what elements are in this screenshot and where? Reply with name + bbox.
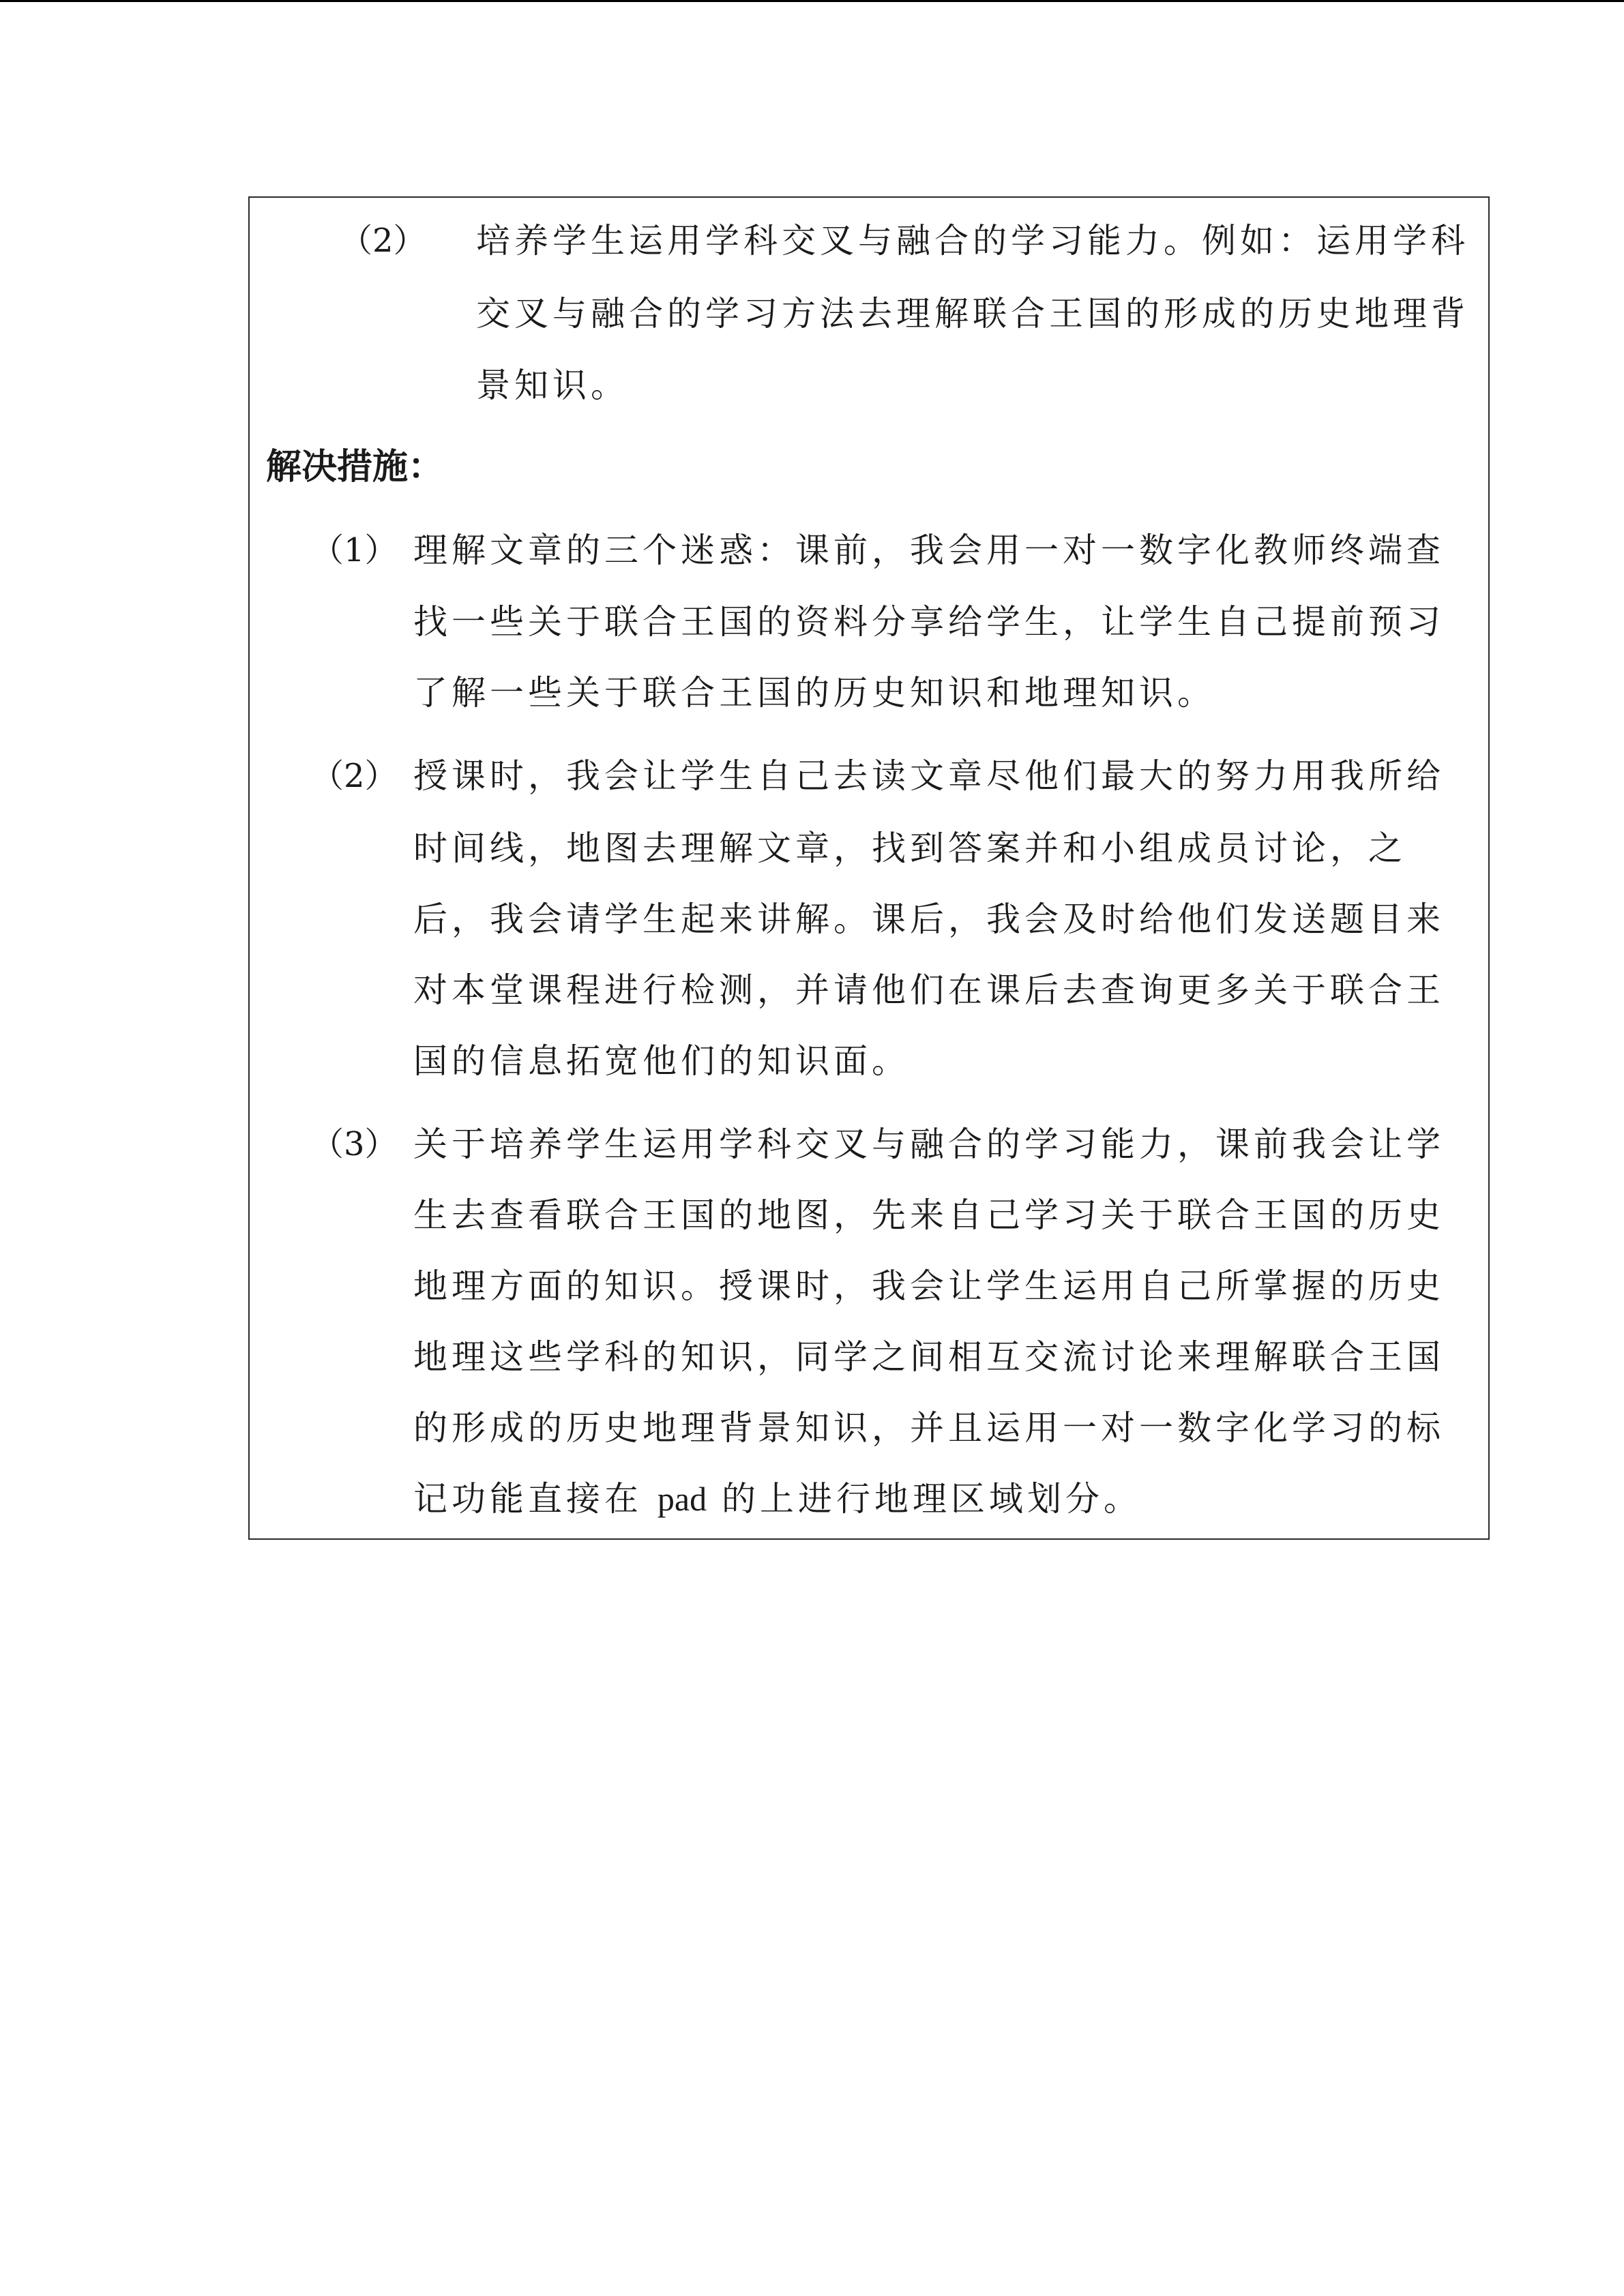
measure-line: 生去查看联合王国的地图，先来自己学习关于联合王国的历史 (413, 1195, 1445, 1235)
goal-item-line: 交叉与融合的学习方法去理解联合王国的形成的历史地理背 (476, 294, 1469, 333)
measure-line: 关于培养学生运用学科交叉与融合的学习能力，课前我会让学 (413, 1124, 1445, 1164)
measures-heading: 解决措施： (266, 446, 444, 488)
pad-term: pad (657, 1480, 707, 1518)
measure-line: 时间线，地图去理解文章，找到答案并和小组成员讨论，之 (413, 829, 1406, 868)
measure-line: 地理方面的知识。授课时，我会让学生运用自己所掌握的历史 (413, 1266, 1445, 1306)
measure-line: 的形成的历史地理背景知识，并且运用一对一数字化学习的标 (413, 1408, 1445, 1448)
measure-line: 找一些关于联合王国的资料分享给学生，让学生自己提前预习 (413, 602, 1445, 642)
goal-item-line: 培养学生运用学科交叉与融合的学习能力。例如：运用学科 (476, 221, 1469, 260)
goal-item-number: （2） (340, 222, 426, 260)
line-text-before: 记功能直接在 (413, 1479, 643, 1519)
measure-line: 授课时，我会让学生自己去读文章尽他们最大的努力用我所给 (413, 756, 1445, 796)
measure-line: 国的信息拓宽他们的知识面。 (413, 1041, 910, 1081)
measure-line: 对本堂课程进行检测，并请他们在课后去查询更多关于联合王 (413, 970, 1445, 1010)
page-top-rule (0, 0, 1624, 2)
line-text-after: 的上进行地理区域划分。 (722, 1479, 1142, 1519)
measure-line: 理解文章的三个迷惑：课前，我会用一对一数字化教师终端查 (413, 531, 1445, 570)
measure-line: 地理这些学科的知识，同学之间相互交流讨论来理解联合王国 (413, 1337, 1445, 1377)
measure-line: 了解一些关于联合王国的历史知识和地理知识。 (413, 673, 1215, 713)
goal-item-line: 景知识。 (476, 366, 629, 405)
measure-line-last (413, 1478, 1142, 1519)
measure-line: 后，我会请学生起来讲解。课后，我会及时给他们发送题目来 (413, 899, 1445, 939)
measure-number: （3） (311, 1125, 398, 1163)
measure-number: （2） (311, 757, 398, 795)
measure-number: （1） (311, 531, 398, 569)
